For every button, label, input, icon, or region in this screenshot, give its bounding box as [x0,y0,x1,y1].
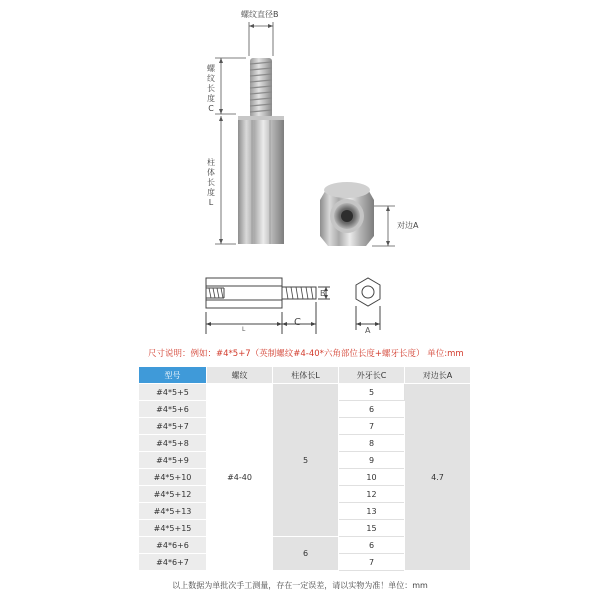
size-caption: 尺寸说明：例如：#4*5+7（英制螺纹#4-40*六角部位长度+螺牙长度） 单位:mm [148,349,464,359]
ext-length-cell: 6 [339,537,405,554]
body-length-cell: 6 [273,537,339,571]
standoff-photo-illustration [0,0,600,260]
hex-nut-end-view [320,182,374,246]
drawing-label-l: L [242,326,246,333]
body-length-label [206,158,216,208]
model-cell: #4*5+12 [139,486,207,503]
ext-length-cell: 7 [339,554,405,571]
ext-length-cell: 5 [339,384,405,401]
drawing-body-outline [206,278,282,308]
body-length-char: 体 [207,168,215,177]
model-cell: #4*5+10 [139,469,207,486]
thread-length-char: 长 [207,84,215,93]
model-cell: #4*5+6 [139,401,207,418]
thread-cell: #4-40 [207,384,273,571]
thread-length-char: C [208,104,214,113]
body-length-char: 柱 [207,158,215,167]
ext-length-cell: 12 [339,486,405,503]
body-length-char: 度 [207,188,215,197]
header-ext-length: 外牙长C [339,367,405,384]
ext-length-cell: 10 [339,469,405,486]
thread-length-char: 度 [207,94,215,103]
flat-a-label: 对边A [397,221,419,230]
thread-length-label [206,64,216,114]
footer-note: 以上数据为单批次手工测量，存在一定误差，请以实物为准！单位：mm [172,581,428,590]
threaded-stud [250,58,272,118]
model-cell: #4*6+6 [139,537,207,554]
ext-length-cell: 13 [339,503,405,520]
model-cell: #4*5+5 [139,384,207,401]
model-cell: #4*5+15 [139,520,207,537]
ext-length-cell: 9 [339,452,405,469]
drawing-hexagon [356,278,380,306]
thread-length-char: 螺 [207,64,215,73]
header-flat-a: 对边长A [405,367,471,384]
body-length-char: L [208,198,214,207]
header-thread: 螺纹 [207,367,273,384]
drawing-label-a: A [365,326,371,335]
model-cell: #4*5+8 [139,435,207,452]
ext-length-cell: 15 [339,520,405,537]
thread-length-char: 纹 [207,74,215,83]
table-header-row [139,367,471,384]
model-cell: #4*5+7 [139,418,207,435]
body-length-cell: 5 [273,384,339,537]
technical-drawing [0,262,600,342]
drawing-label-c: C [294,317,301,328]
model-cell: #4*5+13 [139,503,207,520]
drawing-label-b: B [320,289,326,298]
model-cell: #4*6+7 [139,554,207,571]
body-length-char: 长 [207,178,215,187]
spec-table [138,366,471,571]
ext-length-cell: 7 [339,418,405,435]
thread-diameter-label: 螺纹直径B [241,10,279,19]
ext-length-cell: 8 [339,435,405,452]
hex-body [238,116,284,244]
table-row [139,384,471,401]
flat-a-cell: 4.7 [405,384,471,571]
header-model: 型号 [139,367,207,384]
header-body-length: 柱体长L [273,367,339,384]
model-cell: #4*5+9 [139,452,207,469]
ext-length-cell: 6 [339,401,405,418]
